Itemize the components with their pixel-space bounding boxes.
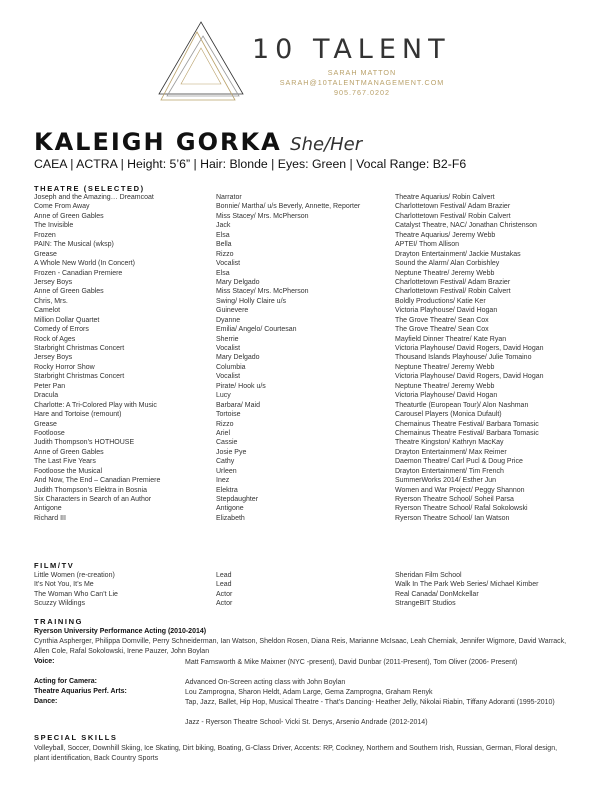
credit-company: Daemon Theatre/ Carl Pucl & Doug Price — [395, 458, 523, 466]
credit-row — [34, 193, 574, 202]
credit-row — [34, 278, 574, 287]
skills-heading: SPECIAL SKILLS — [34, 733, 118, 742]
credit-title: And Now, The End – Canadian Premiere — [34, 477, 161, 485]
training-label: Theatre Aquarius Perf. Arts: — [34, 688, 127, 695]
credit-role: Columbia — [216, 363, 246, 371]
credit-title: Anne of Green Gables — [34, 212, 104, 220]
credit-title: Rock of Ages — [34, 335, 76, 343]
agent-phone: 905.767.0202 — [334, 88, 390, 97]
training-school: Ryerson University Performance Acting (2010-2014) — [34, 628, 207, 635]
credit-company: Ryerson Theatre School/ Rafal Sokolowski — [395, 505, 528, 513]
credit-title: Scuzzy Wildings — [34, 600, 85, 608]
credit-role: Dyanne — [216, 316, 241, 324]
credit-role: Lucy — [216, 392, 231, 400]
agency-name: 10 TALENT — [252, 34, 451, 65]
credit-title: Million Dollar Quartet — [34, 316, 100, 324]
credit-row — [34, 514, 574, 523]
agent-email[interactable]: SARAH@10TALENTMANAGEMENT.COM — [279, 78, 445, 87]
credit-company: Thousand Islands Playhouse/ Julie Tomaino — [395, 354, 532, 362]
agent-name: SARAH MATTON — [327, 68, 397, 77]
credit-row — [34, 259, 574, 268]
credit-title: PAIN: The Musical (wksp) — [34, 241, 114, 249]
theatre-credits — [34, 193, 574, 523]
credit-title: Joseph and the Amazing… Dreamcoat — [34, 194, 154, 201]
credit-row — [34, 287, 574, 296]
credit-company: Victoria Playhouse/ David Hogan — [395, 307, 498, 315]
credit-role: Antigone — [216, 505, 244, 513]
credit-company: Ryerson Theatre School/ Soheil Parsa — [395, 496, 514, 503]
credit-title: Jersey Boys — [34, 354, 73, 362]
actor-name-line — [34, 128, 362, 156]
credit-row — [34, 476, 574, 485]
credit-row — [34, 410, 574, 419]
training-value: Advanced On-Screen acting class with John Boylan — [185, 679, 346, 686]
credit-row — [34, 571, 574, 580]
credit-role: Elsa — [216, 231, 230, 239]
credit-company: Catalyst Theatre, NAC/ Jonathan Christenson — [395, 222, 537, 230]
credit-company: Ryerson Theatre School/ Ian Watson — [395, 514, 510, 522]
credit-company: Victoria Playhouse/ David Rogers, David Hogan — [395, 345, 544, 352]
credit-title: Dracula — [34, 392, 59, 400]
credit-role: Lead — [216, 572, 232, 579]
credit-title: Footloose — [34, 429, 65, 437]
credit-role: Vocalist — [216, 260, 241, 268]
credit-role: Urleen — [216, 467, 237, 475]
credit-role: Stepdaughter — [216, 496, 259, 503]
agent-contact — [272, 68, 452, 98]
credit-role: Mary Delgado — [216, 354, 260, 362]
credit-title: Six Characters in Search of an Author — [34, 496, 152, 503]
actor-pronouns: She/Her — [290, 134, 363, 155]
credit-role: Actor — [216, 600, 233, 608]
credit-company: Boldly Productions/ Katie Ker — [395, 297, 486, 305]
credit-row — [34, 325, 574, 334]
credit-company: Drayton Entertainment/ Tim French — [395, 467, 504, 475]
credit-company: Sound the Alarm/ Alan Corbishley — [395, 260, 500, 268]
credit-company: Carousel Players (Monica Dufault) — [395, 411, 502, 419]
credit-company: The Grove Theatre/ Sean Cox — [395, 326, 489, 334]
credit-title: Frozen - Canadian Premiere — [34, 269, 123, 277]
credit-company: APTEI/ Thom Allison — [395, 241, 460, 249]
credit-company: Real Canada/ DonMckellar — [395, 590, 479, 598]
credit-row — [34, 306, 574, 315]
credit-company: Sheridan Film School — [395, 572, 462, 579]
credit-role: Bonnie/ Martha/ u/s Beverly, Annette, Reporter — [216, 203, 361, 211]
credit-row — [34, 335, 574, 344]
training-label: Voice: — [34, 658, 55, 665]
credit-title: Grease — [34, 250, 57, 258]
credit-row — [34, 250, 574, 259]
credit-company: SummerWorks 2014/ Esther Jun — [395, 477, 497, 485]
credit-title: Judith Thompson’s HOTHOUSE — [34, 439, 135, 447]
credit-row — [34, 590, 574, 599]
credit-role: Mary Delgado — [216, 278, 260, 286]
credit-title: Charlotte: A Tri-Colored Play with Music — [34, 401, 157, 409]
credit-row — [34, 316, 574, 325]
credit-role: Sherrie — [216, 335, 239, 343]
credit-company: Charlottetown Festival/ Adam Brazier — [395, 278, 511, 286]
credit-role: Rizzo — [216, 420, 234, 428]
credit-title: Anne of Green Gables — [34, 288, 104, 296]
film-heading: FILM/TV — [34, 561, 75, 570]
credit-company: Chemainus Theatre Festival/ Barbara Tomasic — [395, 429, 539, 437]
credit-title: Antigone — [34, 505, 62, 513]
credit-title: A Whole New World (In Concert) — [34, 260, 136, 268]
credit-role: Josie Pye — [216, 448, 247, 456]
training-heading: TRAINING — [34, 617, 84, 626]
credit-company: Charlottetown Festival/ Robin Calvert — [395, 288, 511, 296]
credit-company: StrangeBIT Studios — [395, 600, 456, 608]
training-value: Tap, Jazz, Ballet, Hip Hop, Musical Theatre - That’s Dancing- Heather Jelly, Nikolai Riabin, Tiffany Adoranti (1995-2010) — [185, 699, 555, 706]
credit-row — [34, 495, 574, 504]
credit-company: Charlottetown Festival/ Adam Brazier — [395, 203, 511, 211]
credit-row — [34, 391, 574, 400]
credit-role: Barbara/ Maid — [216, 401, 260, 409]
credit-company: Chemainus Theatre Festival/ Barbara Tomasic — [395, 420, 539, 428]
credit-role: Miss Stacey/ Mrs. McPherson — [216, 212, 309, 220]
credit-row — [34, 382, 574, 391]
credit-row — [34, 269, 574, 278]
credit-company: Theatre Aquarius/ Jeremy Webb — [395, 231, 496, 239]
credit-row — [34, 504, 574, 513]
credit-row — [34, 231, 574, 240]
credit-role: Vocalist — [216, 373, 241, 381]
credit-title: Hare and Tortoise (remount) — [34, 411, 122, 419]
credit-role: Tortoise — [216, 411, 241, 419]
credit-title: Little Women (re-creation) — [34, 572, 115, 579]
credit-title: Camelot — [34, 307, 61, 315]
credit-company: Drayton Entertainment/ Max Reimer — [395, 448, 507, 456]
credit-role: Miss Stacey/ Mrs. McPherson — [216, 288, 309, 296]
credit-company: Women and War Project/ Peggy Shannon — [395, 486, 525, 494]
credit-company: Charlottetown Festival/ Robin Calvert — [395, 212, 511, 220]
credit-title: Peter Pan — [34, 382, 66, 390]
credit-company: Drayton Entertainment/ Jackie Mustakas — [395, 250, 521, 258]
credit-company: Theaturtle (European Tour)/ Alon Nashman — [395, 401, 529, 409]
credit-title: Rocky Horror Show — [34, 363, 95, 371]
credit-company: Neptune Theatre/ Jeremy Webb — [395, 363, 495, 371]
credit-row — [34, 202, 574, 211]
training-teachers: Cynthia Aspherger, Philippa Domville, Perry Schneiderman, Ian Watson, Sheldon Rosen, Diana Reis, Marianne McIsaac, Leah Cherniak, Jennifer Wigmore, David Warrack, Allen Cole, Rafal Sokolowski, Irene Pauzer, John Boylan — [34, 638, 567, 655]
credit-row — [34, 240, 574, 249]
credit-title: Chris, Mrs. — [34, 297, 68, 305]
credit-role: Ariel — [216, 429, 231, 437]
credit-company: Neptune Theatre/ Jeremy Webb — [395, 269, 495, 277]
training-label: Acting for Camera: — [34, 678, 98, 685]
credit-row — [34, 401, 574, 410]
credit-row — [34, 212, 574, 221]
training-value: Matt Farnsworth & Mike Maixner (NYC -present), David Dunbar (2011-Present), Tom Oliver (2006- Present) — [185, 659, 518, 666]
credit-title: Starbright Christmas Concert — [34, 345, 125, 352]
credit-title: Anne of Green Gables — [34, 448, 104, 456]
credit-row — [34, 221, 574, 230]
training-value: Lou Zamprogna, Sharon Heldt, Adam Large, Gema Zamprogna, Graham Renyk — [185, 689, 433, 696]
credit-company: Walk In The Park Web Series/ Michael Kimber — [395, 581, 539, 589]
credit-title: Grease — [34, 420, 57, 428]
credit-title: The Woman Who Can’t Lie — [34, 590, 118, 598]
credit-title: It’s Not You, It’s Me — [34, 581, 94, 589]
credit-role: Lead — [216, 581, 232, 589]
credit-role: Actor — [216, 590, 233, 598]
actor-stats: CAEA | ACTRA | Height: 5’6” | Hair: Blonde | Eyes: Green | Vocal Range: B2-F6 — [34, 157, 467, 171]
credit-role: Cassie — [216, 439, 238, 447]
triangle-logo-icon — [155, 18, 247, 110]
credit-role: Elizabeth — [216, 514, 245, 522]
credit-row — [34, 448, 574, 457]
credit-row — [34, 467, 574, 476]
credit-row — [34, 353, 574, 362]
credit-title: Come From Away — [34, 203, 90, 211]
theatre-heading: THEATRE (SELECTED) — [34, 184, 145, 193]
credit-row — [34, 429, 574, 438]
credit-company: Theatre Aquarius/ Robin Calvert — [395, 194, 495, 201]
actor-name: KALEIGH GORKA — [34, 128, 282, 156]
credit-role: Vocalist — [216, 345, 241, 352]
film-credits — [34, 571, 574, 609]
credit-title: Judith Thompson’s Elektra in Bosnia — [34, 486, 147, 494]
credit-title: Comedy of Errors — [34, 326, 89, 334]
credit-role: Guinevere — [216, 307, 249, 315]
skills-text: Volleyball, Soccer, Downhill Skiing, Ice Skating, Dirt biking, Boating, G-Class Driver, Accents: RP, Cockney, Northern and Southern Irish, Russian, German, Floral design, plant identification, Back Country Sports — [34, 745, 558, 762]
credit-title: Starbright Christmas Concert — [34, 373, 125, 381]
credit-role: Bella — [216, 241, 232, 249]
credit-company: Theatre Kingston/ Kathryn MacKay — [395, 439, 504, 447]
credit-row — [34, 457, 574, 466]
credit-role: Emilia/ Angelo/ Courtesan — [216, 326, 297, 334]
credit-company: The Grove Theatre/ Sean Cox — [395, 316, 489, 324]
credit-title: Footloose the Musical — [34, 467, 103, 475]
credit-company: Mayfield Dinner Theatre/ Kate Ryan — [395, 335, 507, 343]
credit-row — [34, 486, 574, 495]
credit-role: Jack — [216, 222, 231, 230]
credit-row — [34, 599, 574, 608]
credit-role: Inez — [216, 477, 230, 485]
credit-title: Frozen — [34, 231, 56, 239]
credit-role: Pirate/ Hook u/s — [216, 382, 266, 390]
credit-row — [34, 344, 574, 353]
credit-title: The Last Five Years — [34, 458, 96, 466]
credit-row — [34, 438, 574, 447]
credit-title: Richard III — [34, 514, 66, 522]
credit-row — [34, 580, 574, 589]
training-value: Jazz - Ryerson Theatre School- Vicki St. Denys, Arsenio Andrade (2012-2014) — [185, 719, 428, 726]
credit-role: Rizzo — [216, 250, 234, 258]
credit-role: Swing/ Holly Claire u/s — [216, 297, 287, 305]
training-label: Dance: — [34, 698, 58, 705]
credit-role: Cathy — [216, 458, 235, 466]
credit-title: Jersey Boys — [34, 278, 73, 286]
credit-row — [34, 372, 574, 381]
credit-row — [34, 420, 574, 429]
credit-row — [34, 363, 574, 372]
credit-role: Narrator — [216, 194, 242, 201]
credit-row — [34, 297, 574, 306]
credit-company: Neptune Theatre/ Jeremy Webb — [395, 382, 495, 390]
credit-title: The Invisible — [34, 222, 74, 230]
credit-company: Victoria Playhouse/ David Hogan — [395, 392, 498, 400]
credit-company: Victoria Playhouse/ David Rogers, David Hogan — [395, 373, 544, 381]
credit-role: Elektra — [216, 486, 238, 494]
credit-role: Elsa — [216, 269, 230, 277]
